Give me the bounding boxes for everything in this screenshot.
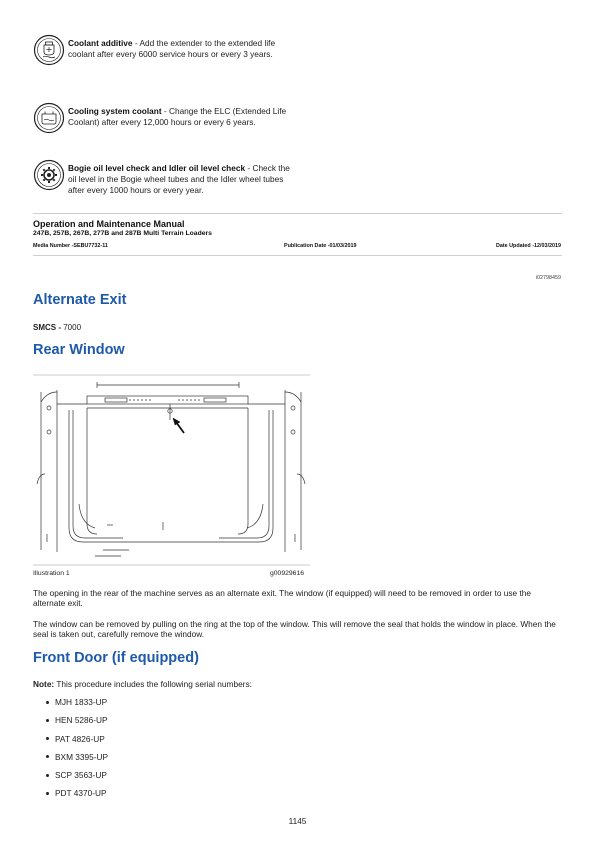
header-bottom-divider: [33, 255, 562, 256]
bogie-oil-icon: [33, 159, 65, 191]
list-item: HEN 5286-UP: [46, 715, 108, 733]
note-serial-numbers: Note: This procedure includes the following serial numbers:: [33, 679, 252, 689]
bullet-icon: [46, 774, 49, 777]
publication-date: Publication Date -01/03/2019: [284, 243, 357, 249]
illustration-code: g00929616: [270, 570, 305, 577]
bullet-icon: [46, 719, 49, 722]
notice-text: Coolant additive - Add the extender to the extended life coolant after every 6000 service hours or every 3 years.: [68, 38, 276, 60]
header-divider: [33, 213, 562, 214]
media-number: Media Number -SEBU7732-11: [33, 243, 108, 249]
list-item: MJH 1833-UP: [46, 697, 108, 715]
smcs-code: SMCS - 7000: [33, 323, 82, 332]
manual-title: Operation and Maintenance Manual: [33, 219, 185, 229]
illustration-label: Illustration 1: [33, 570, 70, 577]
bullet-icon: [46, 792, 49, 795]
bullet-icon: [46, 755, 49, 758]
bullet-icon: [46, 701, 49, 704]
notice-cooling-system-coolant: [33, 102, 290, 134]
notice-text: Cooling system coolant - Change the ELC (Extended Life Coolant) after every 12,000 hours or every 6 years.: [68, 106, 287, 128]
notice-bogie-oil: [33, 159, 290, 197]
cooling-system-coolant-icon: [33, 102, 65, 134]
serial-number-list: [46, 697, 108, 807]
page-number: 1145: [288, 816, 307, 826]
coolant-additive-icon: [33, 34, 65, 66]
notice-text: Bogie oil level check and Idler oil level check - Check the oil level in the Bogie wheel tubes and the Idler wheel tubes after every 1000 hours or every year.: [68, 163, 290, 196]
list-item: PDT 4370-UP: [46, 788, 108, 806]
manual-models: 247B, 257B, 267B, 277B and 287B Multi Terrain Loaders: [33, 230, 212, 237]
bullet-icon: [46, 737, 49, 740]
reference-id: i02798459: [535, 275, 561, 281]
heading-rear-window: Rear Window: [33, 342, 125, 358]
rear-window-illustration: [33, 374, 310, 566]
notice-coolant-additive: [33, 34, 290, 66]
paragraph-alternate-exit: The opening in the rear of the machine serves as an alternate exit. The window (if equipped) will need to be removed in order to use the alternate exit.: [33, 588, 531, 609]
list-item: PAT 4826-UP: [46, 734, 108, 752]
paragraph-window-removal: The window can be removed by pulling on the ring at the top of the window. This will remove the seal that holds the window in place. When the seal is taken out, carefully remove the window.: [33, 619, 556, 640]
date-updated: Date Updated -12/03/2019: [495, 243, 561, 249]
pointer-arrow: [173, 418, 184, 433]
list-item: BXM 3395-UP: [46, 752, 108, 770]
heading-alternate-exit: Alternate Exit: [33, 292, 127, 308]
list-item: SCP 3563-UP: [46, 770, 108, 788]
heading-front-door: Front Door (if equipped): [33, 650, 199, 666]
